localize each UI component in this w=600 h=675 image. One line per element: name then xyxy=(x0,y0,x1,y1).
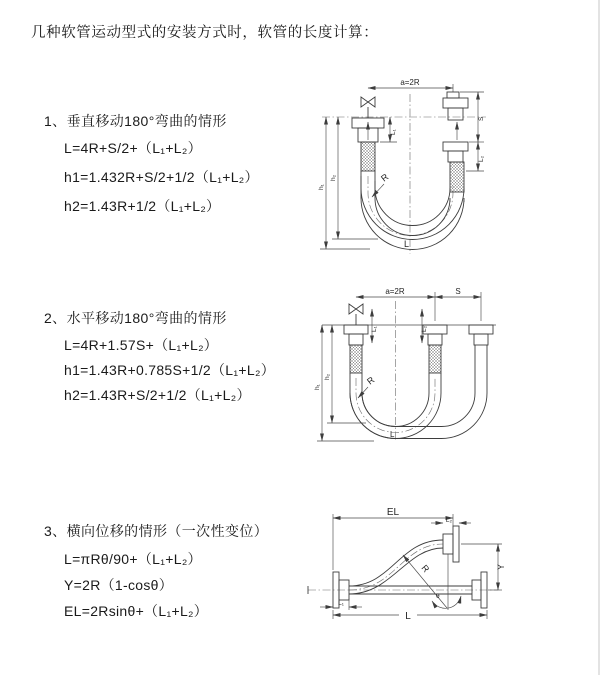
diagram-horizontal-180-bend xyxy=(310,283,600,448)
section-3-heading: 3、横向位移的情形（一次性变位） xyxy=(44,523,269,539)
centerlines xyxy=(308,544,498,594)
upper-flange-moved-position xyxy=(443,526,459,562)
dimension-l2 xyxy=(421,309,428,343)
hose-u-bends xyxy=(350,345,487,439)
dim-label-y: Y xyxy=(496,563,506,570)
dimension-h1 xyxy=(314,325,374,441)
radius-label: R xyxy=(365,374,377,387)
dimension-h2 xyxy=(330,117,378,239)
dim-label-h1: h₁ xyxy=(314,384,321,390)
dim-label-theta: θ xyxy=(436,593,440,600)
radius-label: R xyxy=(379,171,391,184)
dim-label-el: EL xyxy=(386,507,400,518)
page-title: 几种软管运动型式的安装方式时，软管的长度计算： xyxy=(31,25,379,41)
dim-label-l2: L₂ xyxy=(478,155,485,162)
section-3-formula-Y: Y=2R（1-cosθ） xyxy=(64,577,174,593)
right-fitting-upper-position xyxy=(443,92,468,120)
dimension-top-s xyxy=(435,287,481,321)
section-1-formula-L: L=4R+S/2+（L₁+L₂） xyxy=(64,140,202,156)
radius-leader xyxy=(403,555,447,608)
section-2-formula-h1: h1=1.43R+0.785S+1/2（L₁+L₂） xyxy=(64,362,275,378)
dim-label-h2: h₂ xyxy=(330,174,337,181)
section-1-formula-h1: h1=1.432R+S/2+1/2（L₁+L₂） xyxy=(64,169,259,185)
dimension-y xyxy=(461,544,506,590)
length-label: L xyxy=(390,430,395,439)
diagram-vertical-180-bend xyxy=(310,76,595,258)
left-fitting xyxy=(344,325,368,373)
dim-label-l: L xyxy=(405,611,411,622)
dimension-l xyxy=(333,610,487,622)
section-3-formula-EL: EL=2Rsinθ+（L₁+L₂） xyxy=(64,603,209,619)
dimension-el xyxy=(333,507,453,570)
dim-label-a2r: a=2R xyxy=(400,78,420,87)
dimension-l1 xyxy=(320,598,362,610)
dim-label-h2: h₂ xyxy=(324,373,331,380)
dimension-l1 xyxy=(371,309,378,343)
section-1-formula-h2: h2=1.43R+1/2（L₁+L₂） xyxy=(64,198,221,214)
dim-label-s: S xyxy=(478,116,485,121)
section-3-formula-L: L=πRθ/90+（L₁+L₂） xyxy=(64,551,202,567)
dim-label-l2: L₂ xyxy=(445,517,453,524)
diagram-lateral-displacement xyxy=(300,502,600,640)
dimension-top-a2r xyxy=(368,78,453,92)
valve-icon xyxy=(349,304,363,325)
dim-label-h1: h₁ xyxy=(318,184,325,190)
dim-label-l1: L₁ xyxy=(390,129,397,135)
valve-icon xyxy=(361,97,375,118)
radius-label: R xyxy=(419,562,432,575)
right-fitting-moved-position xyxy=(469,325,493,345)
dim-label-s: S xyxy=(455,287,461,296)
dim-label-a2r: a=2R xyxy=(385,287,405,296)
right-fitting-lower-position xyxy=(443,142,468,192)
hose-u-bend xyxy=(361,171,464,250)
section-2-heading: 2、水平移动180°弯曲的情形 xyxy=(44,310,227,326)
dimension-h1 xyxy=(318,117,370,249)
dim-label-l1: L₁ xyxy=(338,600,344,607)
section-2-formula-L: L=4R+1.57S+（L₁+L₂） xyxy=(64,337,219,353)
section-2-formula-h2: h2=1.43R+S/2+1/2（L₁+L₂） xyxy=(64,387,251,403)
section-1-heading: 1、垂直移动180°弯曲的情形 xyxy=(44,113,227,129)
dim-label-l2: L₂ xyxy=(421,325,428,332)
centerlines xyxy=(322,301,496,441)
radius-leader xyxy=(358,374,377,398)
length-label: L xyxy=(404,239,410,249)
movement-arrows xyxy=(368,122,457,140)
dimension-l1 xyxy=(380,117,397,142)
dimension-l2 xyxy=(466,142,485,171)
dim-label-l1: L₁ xyxy=(371,326,378,332)
dimension-h2 xyxy=(324,325,366,423)
